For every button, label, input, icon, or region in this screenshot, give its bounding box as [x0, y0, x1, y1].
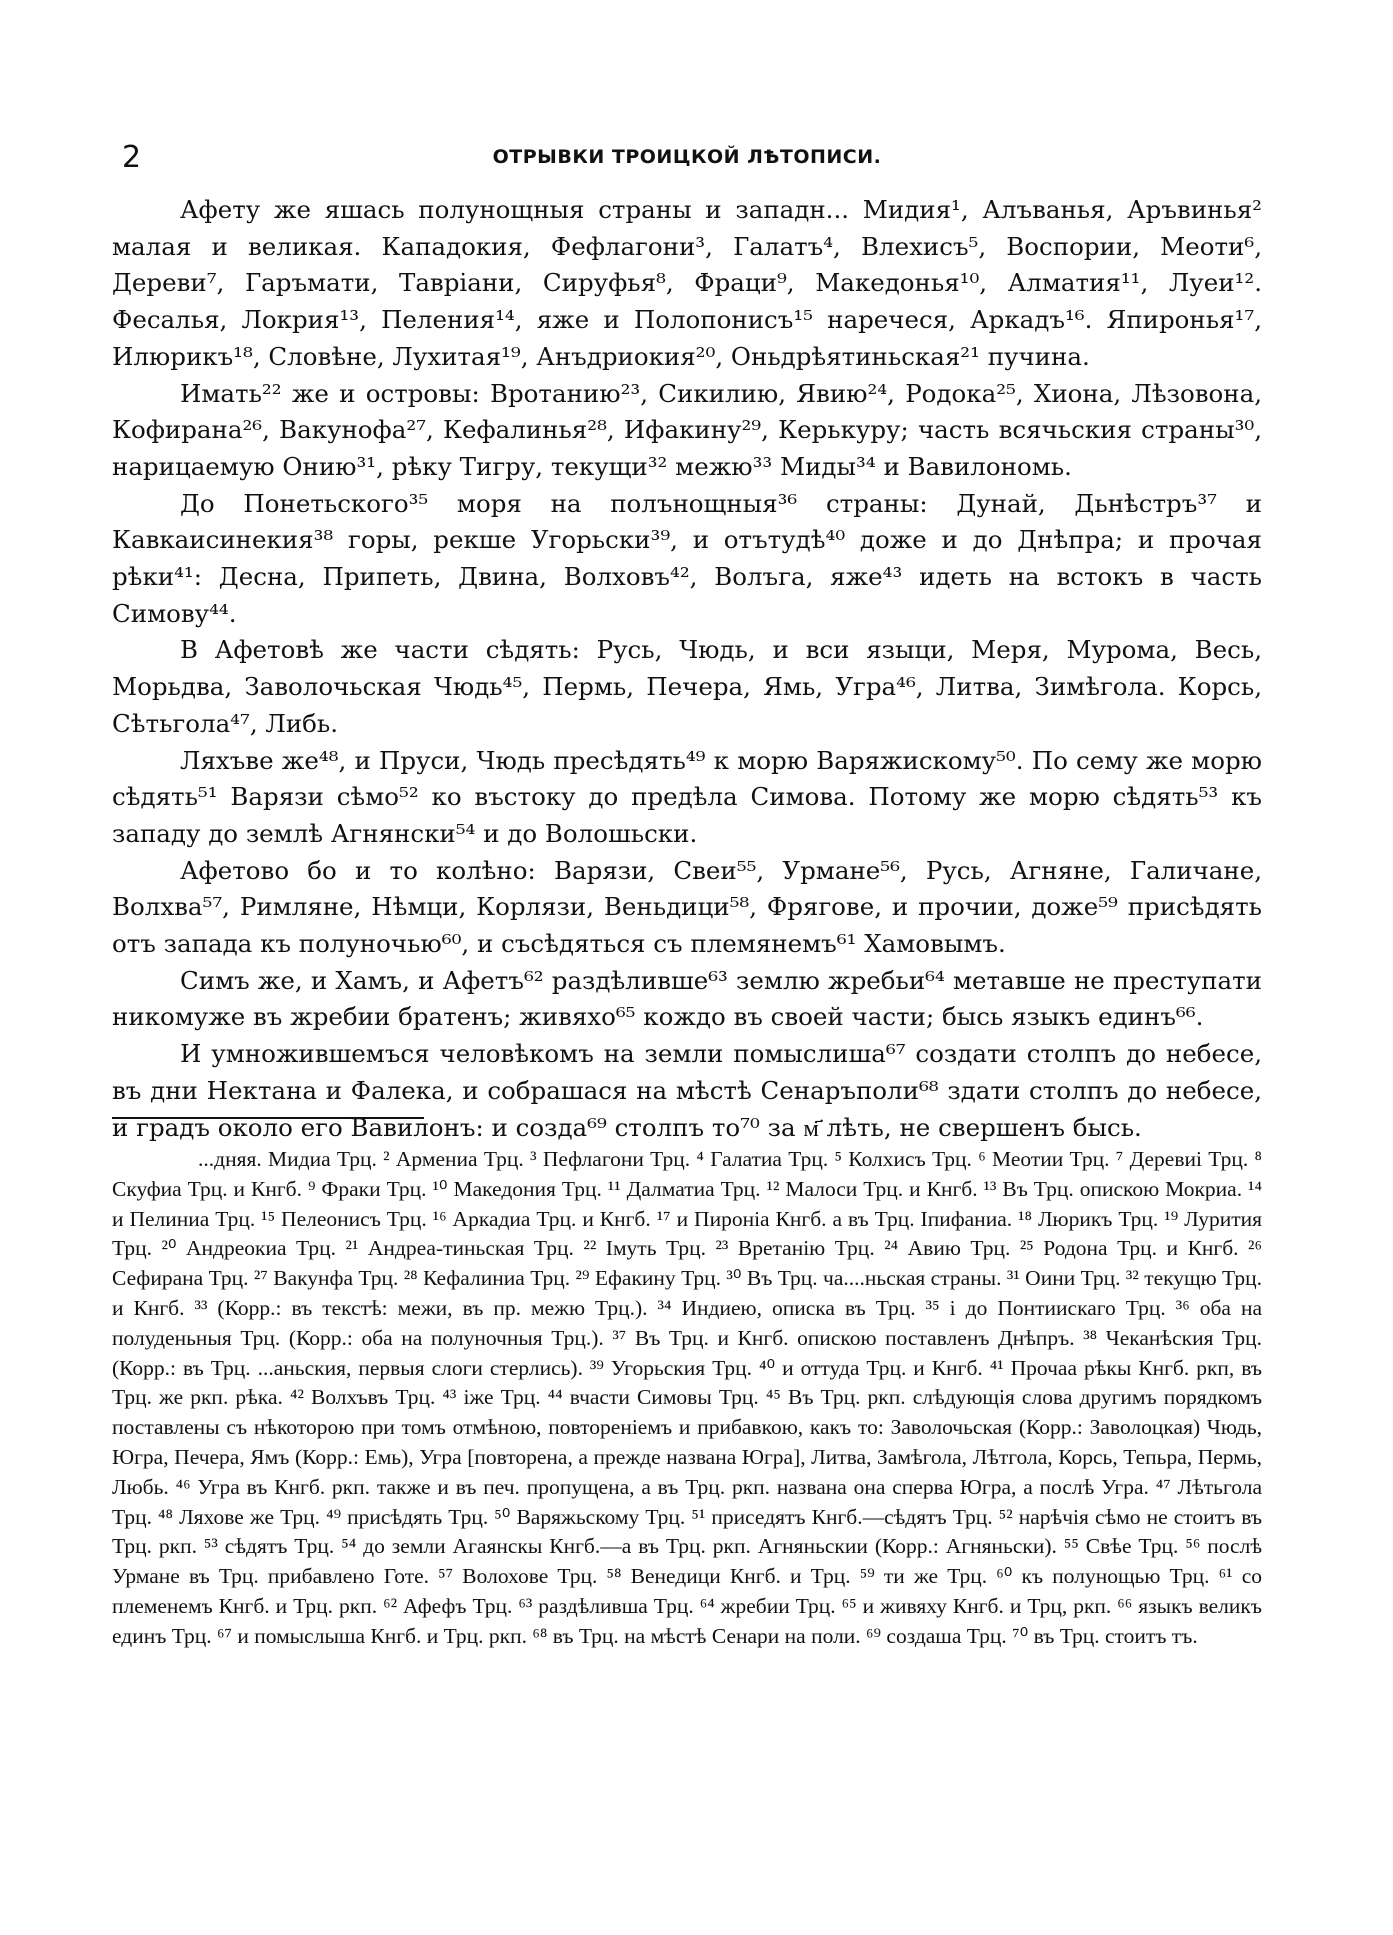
paragraph: В Афетовѣ же части сѣдять: Русь, Чюдь, и вси языци, Меря, Мурома, Весь, Морьдва, Заволочьская Чюдь⁴⁵, Пермь, Печера, Ямь, Угра⁴⁶, Литва, Зимѣгола. Корсь, Сѣтьгола⁴⁷, Либь. [112, 635, 1262, 738]
main-text [112, 192, 1262, 1146]
paragraph: Имать²² же и островы: Вротанию²³, Сикилию, Явию²⁴, Родока²⁵, Хиона, Лѣзовона, Кофирана²⁶, Вакунофа²⁷, Кефалинья²⁸, Ифакину²⁹, Керькуру; часть всячьския страны³⁰, нарицаемую Онию³¹, рѣку Тигру, текущи³² межю³³ Миды³⁴ и Вавилономь. [112, 378, 1262, 481]
paragraph: И умножившемъся человѣкомъ на земли помыслиша⁶⁷ создати столпъ до небесе, въ дни Нектана и Фалека, и собрашася на мѣстѣ Сенаръполи⁶⁸ здати столпъ до небесе, и градъ около его Вавилонъ: и созда⁶⁹ столпъ то⁷⁰ за м҃ лѣть, не свершенъ бысь. [112, 1039, 1262, 1142]
paragraph: Ляхъве же⁴⁸, и Пруси, Чюдь пресѣдять⁴⁹ к морю Варяжискому⁵⁰. По сему же морю сѣдять⁵¹ Варязи сѣмо⁵² ко въстоку до предѣла Симова. Потому же морю сѣдять⁵³ къ западу до землѣ Агнянски⁵⁴ и до Волошьски. [112, 745, 1262, 848]
paragraph: Афету же яшась полунощныя страны и западн... Мидия¹, Алъванья, Аръвинья² малая и великая. Кападокия, Фефлагони³, Галатъ⁴, Влехисъ⁵, Воспории, Меоти⁶, Дереви⁷, Гаръмати, Тавріани, Сируфья⁸, Фраци⁹, Македонья¹⁰, Алматия¹¹, Луеи¹². Фесалья, Локрия¹³, Пеления¹⁴, яже и Полопонисъ¹⁵ наречеся, Аркадъ¹⁶. Япиронья¹⁷, Илюрикъ¹⁸, Словѣне, Лухитая¹⁹, Анъдриокия²⁰, Оньдрѣятиньская²¹ пучина. [112, 195, 1262, 371]
paragraph: До Понетьского³⁵ моря на полънощныя³⁶ страны: Дунай, Дьнѣстръ³⁷ и Кавкаисинекия³⁸ горы, рекше Угорьски³⁹, и отътудѣ⁴⁰ доже и до Днѣпра; и прочая рѣки⁴¹: Десна, Припеть, Двина, Волховъ⁴², Волъга, яже⁴³ идеть на встокъ в часть Симову⁴⁴. [112, 488, 1262, 628]
paragraph: Симъ же, и Хамъ, и Афетъ⁶² раздѣливше⁶³ землю жребьи⁶⁴ метавше не преступати никомуже въ жребии братенъ; живяхо⁶⁵ кождо въ своей части; бысь языкъ единъ⁶⁶. [112, 965, 1262, 1032]
page-header [112, 132, 1262, 175]
paragraph: Афетово бо и то колѣно: Варязи, Свеи⁵⁵, Урмане⁵⁶, Русь, Агняне, Галичане, Волхва⁵⁷, Римляне, Нѣмци, Корлязи, Веньдици⁵⁸, Фрягове, и прочии, доже⁵⁹ присѣдять отъ запада къ полуночью⁶⁰, и съсѣдяться съ племянемъ⁶¹ Хамовымъ. [112, 855, 1262, 959]
footnote-divider [112, 1117, 424, 1119]
footnotes-text: ...дняя. Мидиа Трц. ² Армениа Трц. ³ Пефлагони Трц. ⁴ Галатиа Трц. ⁵ Колхисъ Трц. ⁶ Меотии Трц. ⁷ Деревиі Трц. ⁸ Скуфиа Трц. и Кнгб. ⁹ Фраки Трц. ¹⁰ Македония Трц. ¹¹ Далматиа Трц. ¹² Малоси Трц. и Кнгб. ¹³ Въ Трц. опискою Мокриа. ¹⁴ и Пелиниа Трц. ¹⁵ Пелеонисъ Трц. ¹⁶ Аркадиа Трц. и Кнгб. ¹⁷ и Пироніа Кнгб. а въ Трц. Іпифаниа. ¹⁸ Люрикъ Трц. ¹⁹ Лурития Трц. ²⁰ Андреокиа Трц. ²¹ Андреа-тиньская Трц. ²² Імуть Трц. ²³ Вретанію Трц. ²⁴ Авию Трц. ²⁵ Родона Трц. и Кнгб. ²⁶ Сефирана Трц. ²⁷ Вакунфа Трц. ²⁸ Кефалиниа Трц. ²⁹ Ефакину Трц. ³⁰ Въ Трц. ча....ньская страны. ³¹ Оини Трц. ³² текущю Трц. и Кнгб. ³³ (Корр.: въ текстѣ: межи, въ пр. межю Трц.). ³⁴ Индиею, описка въ Трц. ³⁵ і до Понтиискаго Трц. ³⁶ оба на полуденьныя Трц. (Корр.: оба на полуночныя Трц.). ³⁷ Въ Трц. и Кнгб. опискою поставленъ Днѣпръ. ³⁸ Чеканѣския Трц. (Корр.: въ Трц. ...аньския, первыя слоги стерлись). ³⁹ Угорьския Трц. ⁴⁰ и оттуда Трц. и Кнгб. ⁴¹ Прочаа рѣкы Кнгб. ркп, въ Трц. же ркп. рѣка. ⁴² Волхъвъ Трц. ⁴³ іже Трц. ⁴⁴ вчасти Симовы Трц. ⁴⁵ Въ Трц. ркп. слѣдующія слова другимъ порядкомъ поставлены съ нѣкоторою при томъ отмѣною, повтореніемъ и прибавкою, какъ то: Заволочьская (Корр.: Заволоцкая) Чюдь, Югра, Печера, Ямъ (Корр.: Емь), Угра [повторена, а прежде названа Югра], Литва, Замѣгола, Лѣтгола, Корсь, Тепьра, Пермь, Любь. ⁴⁶ Угра въ Кнгб. ркп. также и въ печ. пропущена, а въ Трц. ркп. названа она сперва Югра, а послѣ Угра. ⁴⁷ Лѣтьгола Трц. ⁴⁸ Ляхове же Трц. ⁴⁹ присѣдять Трц. ⁵⁰ Варяжьскому Трц. ⁵¹ приседятъ Кнгб.—сѣдятъ Трц. ⁵² нарѣчія сѣмо не стоитъ въ Трц. ркп. ⁵³ сѣдятъ Трц. ⁵⁴ до земли Агаянскы Кнгб.—а въ Трц. ркп. Агняньскии (Корр.: Агняньски). ⁵⁵ Свѣе Трц. ⁵⁶ послѣ Урмане въ Трц. прибавлено Готе. ⁵⁷ Волохове Трц. ⁵⁸ Венедици Кнгб. и Трц. ⁵⁹ ти же Трц. ⁶⁰ къ полунощью Трц. ⁶¹ со племенемъ Кнгб. и Трц. ркп. ⁶² Афефъ Трц. ⁶³ раздѣливша Трц. ⁶⁴ жребии Трц. ⁶⁵ и живяху Кнгб. и Трц, ркп. ⁶⁶ языкъ великъ единъ Трц. ⁶⁷ и помыслыша Кнгб. и Трц. ркп. ⁶⁸ въ Трц. на мѣстѣ Сенари на поли. ⁶⁹ создаша Трц. ⁷⁰ въ Трц. стоитъ тъ. [112, 1147, 1262, 1648]
footnotes [112, 1145, 1262, 1652]
running-title: ОТРЫВКИ ТРОИЦКОЙ ЛѢТОПИСИ. [492, 146, 882, 168]
page-number: 2 [122, 140, 142, 175]
